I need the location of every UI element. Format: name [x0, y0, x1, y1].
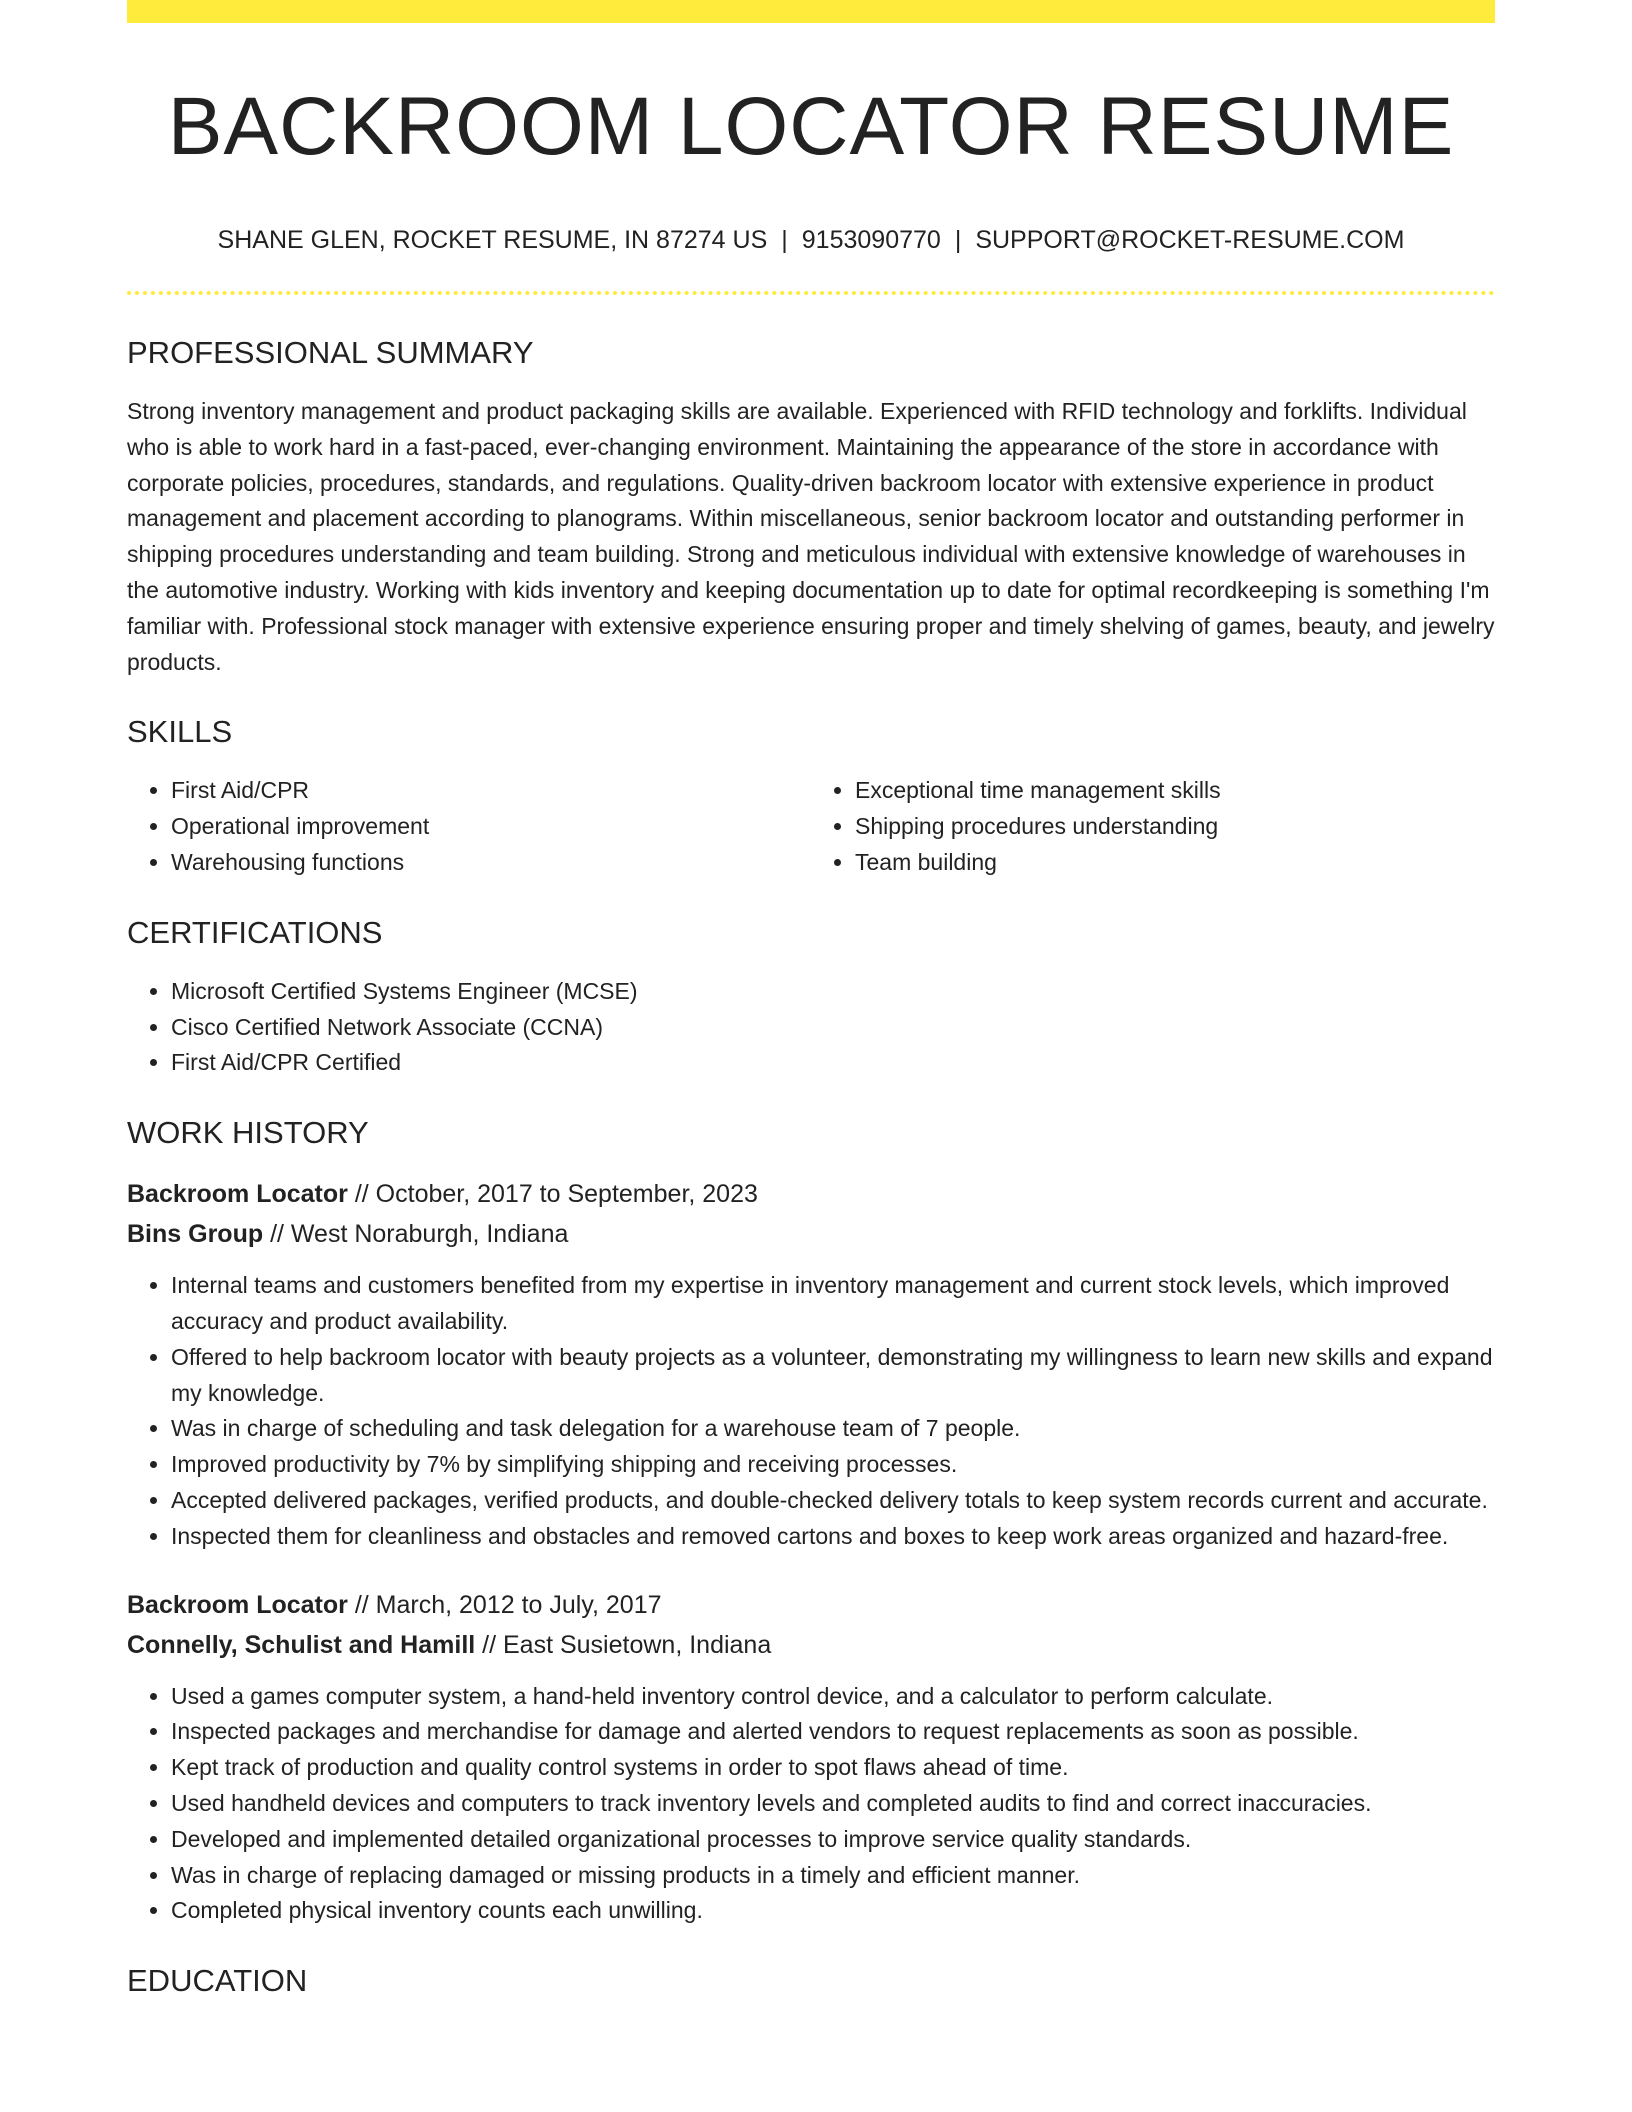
job-location: // West Noraburgh, Indiana: [270, 1220, 569, 1249]
section-title-work-history: WORK HISTORY: [127, 1115, 369, 1151]
contact-separator: |: [954, 226, 962, 254]
job-bullet: • Inspected packages and merchandise for damage and alerted vendors to request replacements as soon as possible.: [171, 1714, 1495, 1750]
job-entry: [127, 1585, 1495, 1930]
job-dates: // October, 2017 to September, 2023: [354, 1180, 758, 1209]
summary-text: Strong inventory management and product packaging skills are available. Experienced with RFID technology and forklifts. Individual who is able to work hard in a fast-paced, ever-changing environment. Maintaining the appearance of the store in accordance with corporate policies, procedures, standards, and regulations. Quality-driven backroom locator with extensive experience in product management and placement according to planograms. Within miscellaneous, senior backroom locator and outstanding performer in shipping procedures understanding and team building. Strong and meticulous individual with extensive knowledge of warehouses in the automotive industry. Working with kids inventory and keeping documentation up to date for optimal recordkeeping is something I'm familiar with. Professional stock manager with extensive experience ensuring proper and timely shelving of games, beauty, and jewelry products.: [127, 398, 1495, 675]
skills-section: [127, 716, 1495, 880]
job-company: Connelly, Schulist and Hamill: [127, 1630, 476, 1659]
job-bullet: • Internal teams and customers benefited from my expertise in inventory management and current stock levels, which improved accuracy and product availability.: [171, 1268, 1495, 1340]
skills-grid: [127, 773, 1495, 880]
job-bullet: • Improved productivity by 7% by simplifying shipping and receiving processes.: [171, 1447, 1495, 1483]
section-title-skills: SKILLS: [127, 714, 233, 750]
section-title-certifications: CERTIFICATIONS: [127, 914, 383, 950]
skill-item: • Team building: [855, 845, 1495, 881]
skills-list-left: [127, 773, 811, 880]
job-bullet: • Developed and implemented detailed organizational processes to improve service quality standards.: [171, 1822, 1495, 1858]
resume-title: BACKROOM LOCATOR RESUME: [167, 81, 1455, 172]
resume-page: [127, 0, 1495, 1999]
job-role: Backroom Locator: [127, 1180, 348, 1209]
job-bullet: • Used a games computer system, a hand-held inventory control device, and a calculator to perform calculate.: [171, 1679, 1495, 1715]
job-role: Backroom Locator: [127, 1590, 348, 1619]
certifications-list: [127, 974, 1495, 1081]
certification-item: • Cisco Certified Network Associate (CCNA): [171, 1010, 1495, 1046]
section-title-summary: PROFESSIONAL SUMMARY: [127, 335, 534, 370]
contact-phone: 9153090770: [801, 226, 941, 254]
job-location: // East Susietown, Indiana: [482, 1630, 772, 1659]
section-title-education: EDUCATION: [127, 1963, 308, 1999]
job-role-line: [127, 1585, 1495, 1625]
job-company-line: [127, 1625, 1495, 1665]
summary-section: [127, 337, 1495, 680]
skill-item: • Operational improvement: [171, 809, 811, 845]
skill-item: • Warehousing functions: [171, 845, 811, 881]
certifications-section: [127, 914, 1495, 1081]
work-history-section: [127, 1117, 1495, 1929]
job-bullet: • Accepted delivered packages, verified products, and double-checked delivery totals to keep system records current and accurate.: [171, 1483, 1495, 1519]
contact-email: SUPPORT@ROCKET-RESUME.COM: [975, 226, 1405, 254]
skill-item: • Shipping procedures understanding: [855, 809, 1495, 845]
contact-separator: |: [781, 226, 788, 254]
job-entry: [127, 1174, 1495, 1554]
dotted-divider: [127, 291, 1495, 295]
contact-address: SHANE GLEN, ROCKET RESUME, IN 87274 US: [217, 226, 768, 254]
certification-item: • First Aid/CPR Certified: [171, 1045, 1495, 1081]
certification-item: • Microsoft Certified Systems Engineer (MCSE): [171, 974, 1495, 1010]
job-company-line: [127, 1214, 1495, 1254]
education-section: [127, 1963, 1495, 1999]
skills-list-right: [811, 773, 1495, 880]
job-bullets: [127, 1268, 1495, 1554]
job-role-line: [127, 1174, 1495, 1214]
job-dates: // March, 2012 to July, 2017: [354, 1590, 662, 1619]
job-bullet: • Was in charge of scheduling and task delegation for a warehouse team of 7 people.: [171, 1411, 1495, 1447]
job-bullet: • Completed physical inventory counts each unwilling.: [171, 1893, 1495, 1929]
job-company: Bins Group: [127, 1220, 264, 1249]
skill-item: • Exceptional time management skills: [855, 773, 1495, 809]
job-bullet: • Offered to help backroom locator with beauty projects as a volunteer, demonstrating my willingness to learn new skills and expand my knowledge.: [171, 1340, 1495, 1412]
job-bullet: • Kept track of production and quality control systems in order to spot flaws ahead of time.: [171, 1750, 1495, 1786]
contact-line: [127, 228, 1495, 253]
job-bullet: • Inspected them for cleanliness and obstacles and removed cartons and boxes to keep work areas organized and hazard-free.: [171, 1519, 1495, 1555]
job-bullets: [127, 1679, 1495, 1930]
job-bullet: • Was in charge of replacing damaged or missing products in a timely and efficient manner.: [171, 1858, 1495, 1894]
job-bullet: • Used handheld devices and computers to track inventory levels and completed audits to find and correct inaccuracies.: [171, 1786, 1495, 1822]
skill-item: • First Aid/CPR: [171, 773, 811, 809]
accent-bar: [127, 0, 1495, 23]
